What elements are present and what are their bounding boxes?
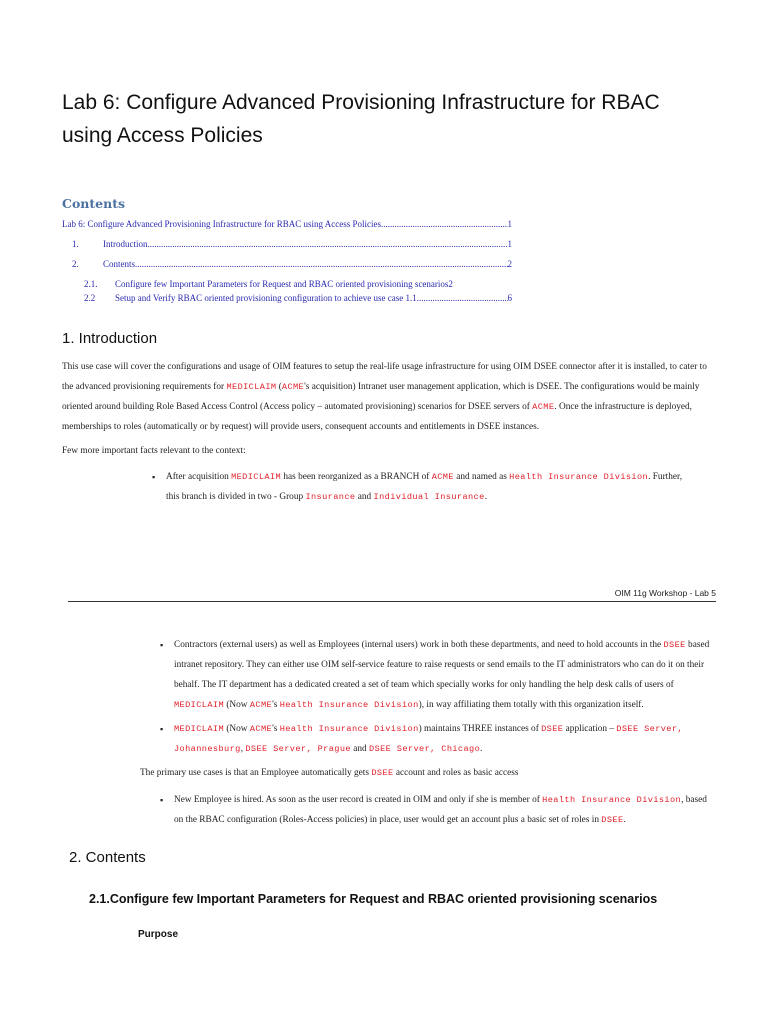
text-run: . Further, this branch is divided in two - Group	[166, 472, 683, 502]
code-term: MEDICLAIM	[174, 700, 225, 710]
text-run: ) maintains THREE instances of	[418, 724, 542, 734]
text-run: 's	[272, 724, 280, 734]
text-run: and	[350, 744, 370, 754]
toc-entry[interactable]	[62, 214, 512, 234]
bullet-text	[166, 472, 682, 502]
bullet-item	[160, 635, 714, 715]
text-run: (Now	[224, 700, 250, 710]
code-term: Health Insurance Division	[279, 700, 419, 710]
text-run: 's	[272, 700, 280, 710]
toc-entry-page: 2	[507, 259, 512, 269]
intro-paragraph	[62, 357, 712, 437]
text-run: .	[623, 815, 626, 825]
text-run: ), in way affiliating them totally with this organization itself.	[418, 700, 644, 710]
code-term: Insurance	[305, 492, 356, 502]
toc-entry-label: Configure few Important Parameters for Request and RBAC oriented provisioning scenarios	[115, 279, 449, 289]
page-footer-text: OIM 11g Workshop - Lab 5	[614, 588, 716, 598]
toc-entry[interactable]	[84, 277, 554, 291]
section-heading-contents: 2. Contents	[69, 849, 146, 866]
subsection-heading-2-1: 2.1.Configure few Important Parameters for Request and RBAC oriented provisioning scenarios	[89, 892, 658, 906]
primary-use-case-text	[140, 763, 720, 783]
text-run: account and roles as basic access	[393, 768, 519, 778]
toc-entry-number: 2.2	[84, 293, 96, 303]
toc-entry-number: 2.1.	[84, 279, 98, 289]
bullet-item	[160, 790, 714, 830]
section-heading-introduction: 1. Introduction	[62, 330, 158, 347]
page-footer	[68, 587, 716, 602]
toc-entry-number: 1.	[72, 239, 79, 249]
code-term: MEDICLAIM	[174, 724, 225, 734]
text-run: New Employee is hired. As soon as the user record is created in OIM and only if she is member of	[174, 795, 543, 805]
bullet-text	[174, 640, 709, 710]
text-run: and named as	[453, 472, 510, 482]
text-run: This use case will cover the configurations and usage of OIM features to setup the real-life usage infrastructure for using OIM DSEE connector after it is installed, to cater to the advanced provisioning requirements for	[62, 362, 707, 392]
text-run: .	[484, 492, 488, 502]
text-run: based intranet repository. They can either use OIM self-service feature to raise requests or send emails to the IT administrators who can do it on their behalf. The IT department has a dedicated created a set of team which specially works for only handling the help desk calls of users of	[174, 640, 710, 690]
code-term: ACME	[431, 472, 454, 482]
bullet-icon: ▪	[160, 795, 164, 805]
toc-entry-number: 2.	[72, 259, 79, 269]
code-term: ACME	[249, 700, 273, 710]
text-run: (Now	[224, 724, 250, 734]
text-run: (	[276, 382, 282, 392]
bullet-icon: ▪	[160, 724, 164, 734]
code-term: Health Insurance Division	[279, 724, 419, 734]
code-term: DSEE Server, Prague	[245, 744, 351, 754]
toc-entry[interactable]	[72, 234, 512, 254]
code-term: Individual Insurance	[373, 492, 485, 502]
code-term: DSEE	[601, 815, 624, 825]
toc-entry[interactable]	[84, 291, 512, 305]
bullet-item	[152, 467, 686, 507]
toc-entry-page: 1	[507, 239, 512, 249]
code-term: DSEE Server, Johannesburg	[174, 724, 683, 754]
text-run: application –	[563, 724, 617, 734]
bullet-icon: ▪	[160, 640, 164, 650]
bullet-text	[174, 795, 707, 825]
text-run: Contractors (external users) as well as Employees (internal users) work in both these departments, and need to hold accounts in the	[174, 640, 664, 650]
text-run: .	[480, 744, 483, 754]
text-run: , based on the RBAC configuration (Roles-Access policies) in place, user would get an account plus a basic set of roles in	[174, 795, 707, 825]
text-run: After acquisition	[166, 472, 232, 482]
code-term: ACME	[532, 402, 555, 412]
code-term: ACME	[249, 724, 273, 734]
toc-entry-label: Setup and Verify RBAC oriented provisioning configuration to achieve use case 1.1	[115, 293, 417, 303]
toc-entry-page: 1	[507, 219, 512, 229]
code-term: DSEE	[371, 768, 394, 778]
bullet-text	[174, 724, 683, 754]
code-term: Health Insurance Division	[542, 795, 682, 805]
document-body	[62, 86, 716, 942]
text-run: . Once the infrastructure is deployed, memberships to roles (automatically or by request) will provide users, consequent accounts and entitlements in DSEE instances.	[62, 402, 693, 432]
text-run: The primary use cases is that an Employee automatically gets	[140, 768, 372, 778]
toc-entry[interactable]	[72, 254, 512, 274]
toc-heading: Contents	[62, 196, 126, 211]
toc-entry-label: Contents	[103, 259, 136, 269]
text-run: has been reorganized as a BRANCH of	[281, 472, 432, 482]
purpose-label: Purpose	[138, 929, 179, 940]
text-run: ,	[240, 744, 246, 754]
code-term: DSEE Server, Chicago	[369, 744, 481, 754]
toc-entry-page: 2	[448, 279, 453, 289]
text-run: 's acquisition) Intranet user management application, which is DSEE. The configurations would be mainly oriented around building Role Based Access Control (Access policy – automated provisioning) scenarios for DSEE servers of	[62, 382, 700, 412]
code-term: ACME	[281, 382, 305, 392]
text-run: and	[355, 492, 374, 502]
facts-intro-text: Few more important facts relevant to the context:	[62, 446, 246, 456]
toc-entry-label: Introduction	[103, 239, 148, 249]
document-title: Lab 6: Configure Advanced Provisioning Infrastructure for RBAC using Access Policies	[62, 91, 660, 147]
toc-entry-page: 6	[507, 293, 512, 303]
code-term: DSEE	[663, 640, 686, 650]
toc-entry-label: Lab 6: Configure Advanced Provisioning Infrastructure for RBAC using Access Policies	[62, 219, 381, 229]
code-term: Health Insurance Division	[509, 472, 649, 482]
bullet-item	[160, 719, 714, 759]
code-term: MEDICLAIM	[226, 382, 277, 392]
code-term: DSEE	[541, 724, 564, 734]
code-term: MEDICLAIM	[231, 472, 282, 482]
bullet-icon: ▪	[152, 472, 156, 482]
